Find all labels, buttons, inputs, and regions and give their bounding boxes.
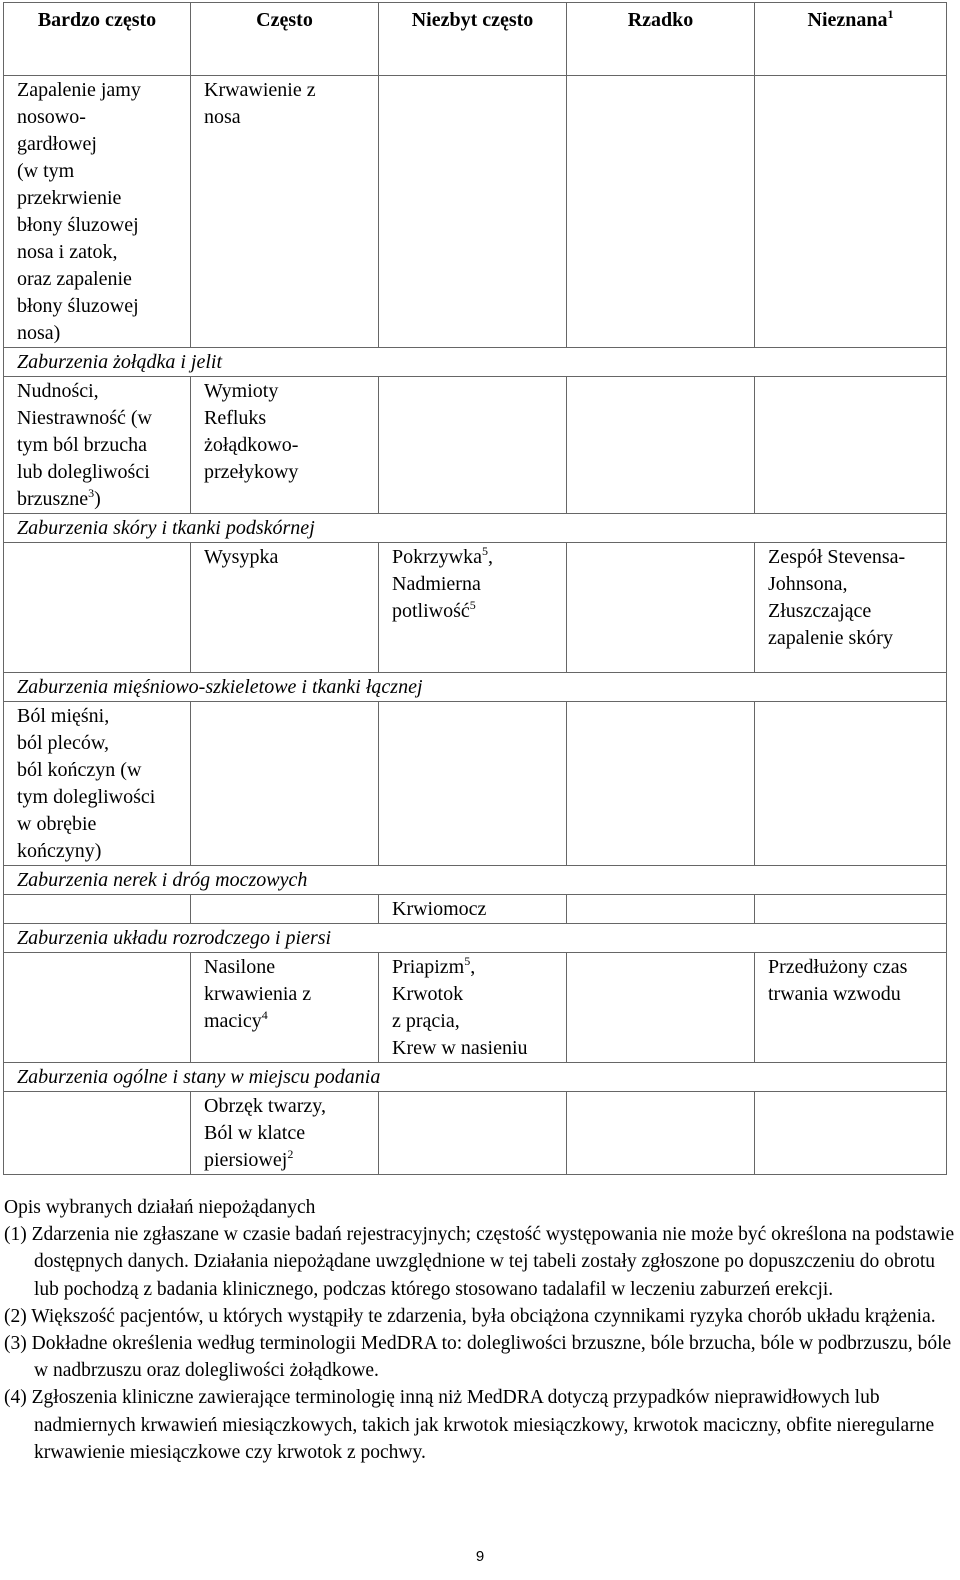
footnote-ref: 1 xyxy=(887,7,894,21)
cell-very-common: Zapalenie jamy nosowo- gardłowej (w tym przekrwienie błony śluzowej nosa i zatok, oraz zapalenie błony śluzowej nosa) xyxy=(4,76,191,348)
cell-common: Krwawienie z nosa xyxy=(191,76,379,348)
footnote-item: (3) Dokładne określenia według terminologii MedDRA to: dolegliwości brzuszne, bóle brzucha, bóle w podbrzuszu, bóle w nadbrzuszu oraz dolegliwości żołądkowe. xyxy=(4,1333,952,1382)
section-title: Zaburzenia mięśniowo-szkieletowe i tkanki łącznej xyxy=(4,673,947,702)
cell-unknown: Przedłużony czas trwania wzwodu xyxy=(755,953,947,1063)
cell-very-common: Nudności, Niestrawność (w tym ból brzucha lub dolegliwości brzuszne$^3$) xyxy=(4,377,191,514)
table-header-row xyxy=(4,3,947,76)
section-row xyxy=(4,866,947,895)
cell-very-common: Ból mięśni, ból pleców, ból kończyn (w tym dolegliwości w obrębie kończyny) xyxy=(4,702,191,866)
header-very-common: Bardzo często xyxy=(4,3,191,76)
cell-common: Wymioty Refluks żołądkowo- przełykowy xyxy=(191,377,379,514)
table-row xyxy=(4,76,947,348)
footnotes xyxy=(4,1194,956,1466)
footnote-item: (2) Większość pacjentów, u których wystąpiły te zdarzenia, była obciążona czynnikami ryzyka chorób układu krążenia. xyxy=(4,1305,936,1327)
cell-common: Wysypka xyxy=(191,543,379,673)
section-row xyxy=(4,924,947,953)
footnote-item: (1) Zdarzenia nie zgłaszane w czasie badań rejestracyjnych; częstość występowania nie może być określona na podstawie dostępnych danych. Działania niepożądane uwzględnione w tej tabeli zostały zgłoszone po dopuszczeniu do obrotu lub pochodzą z badania klinicznego, podczas którego stosowano tadalafil w leczeniu zaburzeń erekcji. xyxy=(4,1224,955,1300)
section-title: Zaburzenia skóry i tkanki podskórnej xyxy=(4,514,947,543)
table-row xyxy=(4,543,947,673)
section-title: Zaburzenia nerek i dróg moczowych xyxy=(4,866,947,895)
section-title: Zaburzenia układu rozrodczego i piersi xyxy=(4,924,947,953)
section-row xyxy=(4,348,947,377)
footnote-item: (4) Zgłoszenia kliniczne zawierające terminologię inną niż MedDRA dotyczą przypadków nieprawidłowych lub nadmiernych krwawień miesiączkowych, takich jak krwotok miesiączkowy, krwotok maciczny, obfite nieregularne krwawienie miesiączkowe czy krwotok z pochwy. xyxy=(4,1387,935,1463)
cell-common: Nasilone krwawienia z macicy$^4$ xyxy=(191,953,379,1063)
section-title: Zaburzenia żołądka i jelit xyxy=(4,348,947,377)
section-title: Zaburzenia ogólne i stany w miejscu podania xyxy=(4,1063,947,1092)
cell-uncommon: Krwiomocz xyxy=(379,895,567,924)
adverse-reactions-table xyxy=(3,2,947,1175)
header-common: Często xyxy=(191,3,379,76)
table-row xyxy=(4,1092,947,1175)
table-row xyxy=(4,953,947,1063)
cell-uncommon: Pokrzywka$^5$, Nadmierna potliwość$^5$ xyxy=(379,543,567,673)
section-row xyxy=(4,673,947,702)
header-unknown: Nieznana$^1$ xyxy=(755,3,947,76)
cell-uncommon: Priapizm$^5$, Krwotok z prącia, Krew w nasieniu xyxy=(379,953,567,1063)
table-row xyxy=(4,377,947,514)
table-row xyxy=(4,702,947,866)
table-row xyxy=(4,895,947,924)
cell-common: Obrzęk twarzy, Ból w klatce piersiowej$^2$ xyxy=(191,1092,379,1175)
header-rare: Rzadko xyxy=(567,3,755,76)
footnotes-title: Opis wybranych działań niepożądanych xyxy=(4,1197,316,1218)
page-number: 9 xyxy=(475,1548,485,1565)
header-uncommon: Niezbyt często xyxy=(379,3,567,76)
section-row xyxy=(4,1063,947,1092)
section-row xyxy=(4,514,947,543)
cell-unknown: Zespół Stevensa- Johnsona, Złuszczające zapalenie skóry xyxy=(755,543,947,673)
